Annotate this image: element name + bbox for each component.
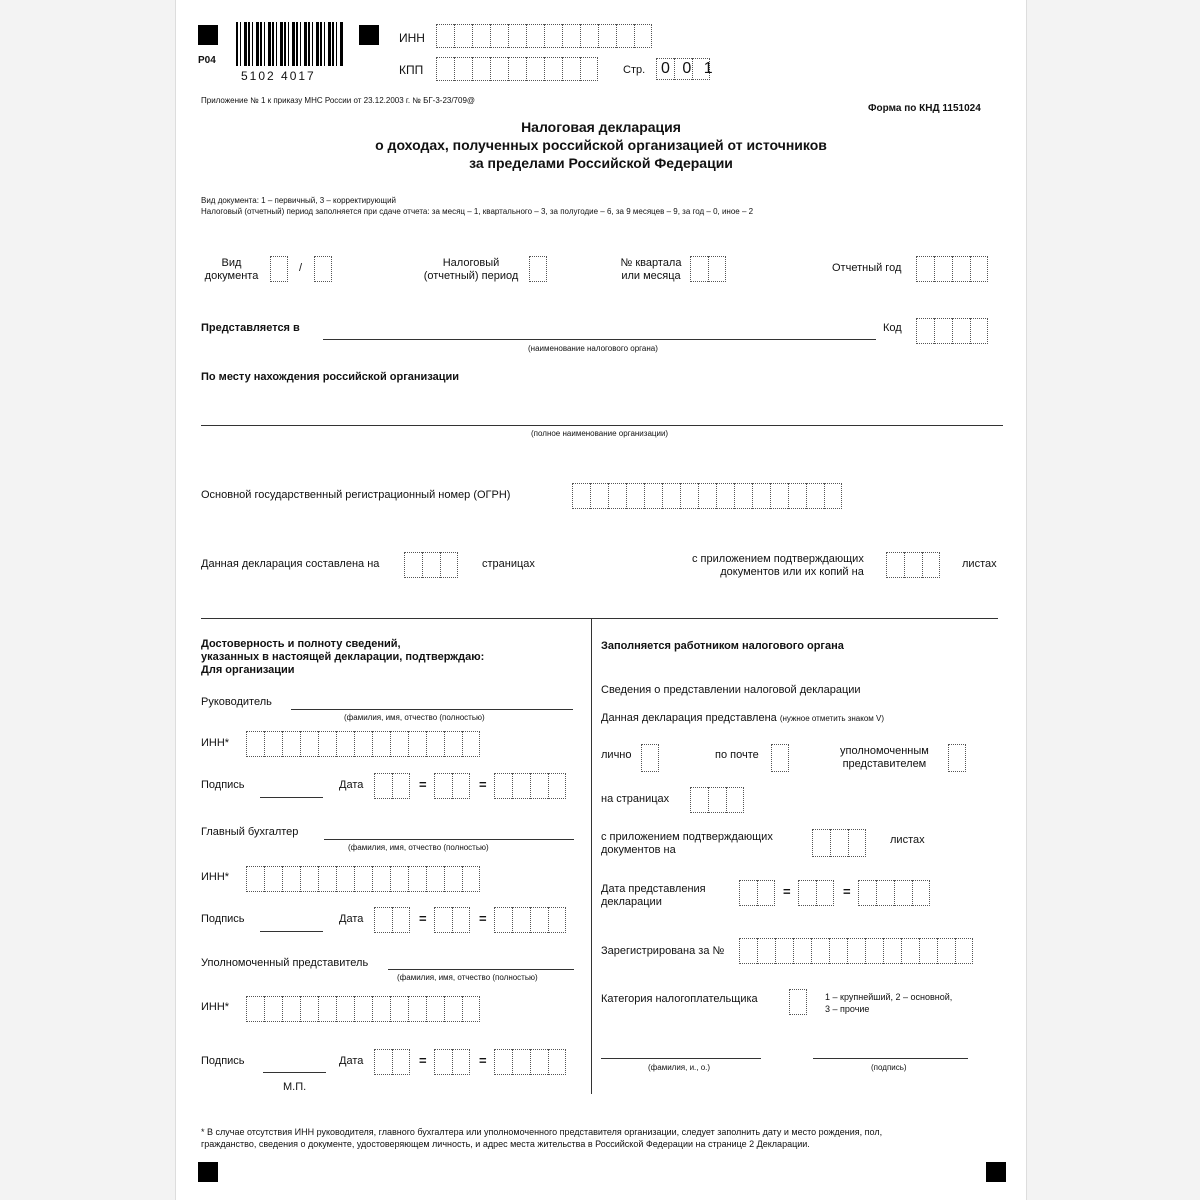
chief-accountant-fio-caption: (фамилия, имя, отчество (полностью)	[348, 843, 489, 852]
head-signature-line[interactable]	[260, 797, 323, 798]
organization-name-caption: (полное наименование организации)	[531, 429, 669, 438]
by-mail-checkbox[interactable]	[771, 744, 789, 772]
submission-date-year-cells[interactable]	[858, 880, 930, 906]
kpp-cells[interactable]	[436, 57, 598, 81]
chief-accountant-inn-label: ИНН*	[201, 871, 230, 883]
appendix-sheets-word: листах	[890, 834, 925, 846]
form-page: Р04 5102 4017 ИНН КПП Стр. 0 0 1 Приложение № 1 к приказу МНС России от 23.12.2003 г. № БГ-3-23/709@ Форма по КНД 1151024 Налоговая декларация о доходах, полученных российской организацией от источников за пределами Российской Федерации Вид документа: 1 – первичный, 3 – корректирующий Налоговый (отчетный) период заполняется при сдаче отчета: за месяц – 1, квартального – 3, за полугодие – 6, за 9 месяцев – 9, за год – 0, иное – 2 Вид документа / Налоговый (отчетный) период № квартала или месяца Отчетный год Представляется в (наименование налогового органа) Код По месту нахождения российской организации (полное наименование организации) Основной государственный регистрационный номер (ОГРН) Данная декларация составлена на страницах с приложением подтверждающих документов или их копий на листах Достоверность и полноту сведений, указанных в настоящей декларации, подтверждаю: Для организации Руководитель (фамилия, имя, отчество (полностью) ИНН* Подпись Дата = = Главный бухгалтер (фамилия, имя, отчество (полностью) ИНН* Подпись Дата = = Уполномоченный представитель (фамилия, имя, отчество (полностью) ИНН* Подпись Дата = = М.П. Заполняется работником налогового органа Сведения о представлении налоговой декларации Данная декларация представлена (нужное отметить знаком V) лично по почте уполномоченным представителем на страницах с приложением подтверждающих документов на листах Дата представления декларации = = Зарегистрирована за № Категория налогоплательщика 1 – крупнейший, 2 – основной, 3 – прочие (фамилия, и., о.) (подпись) * В случае отсутствия ИНН руководителя, главного бухгалтера или уполномоченного представителя организации, следует заполнить дату и место рождения, пол, гражданство, сведения о документе, удостоверяющем личность, и адрес места жительства в Российской Федерации на странице 2 Декларации.	[175, 0, 1027, 1200]
declaration-pages-cells[interactable]	[404, 552, 458, 578]
authorized-rep-inn-label: ИНН*	[201, 1001, 230, 1013]
page-number: 0 0 1	[661, 60, 717, 77]
tax-authority-caption: (наименование налогового органа)	[528, 344, 658, 353]
quarter-cells[interactable]	[690, 256, 726, 282]
appendix-sheets-label: с приложением подтверждающих документов или их копий на	[692, 553, 864, 578]
section-divider	[201, 618, 998, 619]
footnote: * В случае отсутствия ИНН руководителя, главного бухгалтера или уполномоченного представителя организации, следует заполнить дату и место рождения, пол, гражданство, сведения о документе, удостоверяющем личность, и адрес места жительства в Российской Федерации на странице 2 Декларации.	[201, 1127, 883, 1149]
chief-accountant-date-label: Дата	[339, 913, 364, 925]
sheets-word: листах	[962, 558, 997, 570]
submission-date-label: Дата представления декларации	[601, 883, 706, 908]
year-cells[interactable]	[916, 256, 988, 282]
period-note: Налоговый (отчетный) период заполняется при сдаче отчета: за месяц – 1, квартального – 3, за полугодие – 6, за 9 месяцев – 9, за год – 0, иное – 2	[201, 207, 754, 216]
document-title: Налоговая декларация о доходах, полученных российской организацией от источников за пределами Российской Федерации	[375, 119, 827, 171]
officer-signature-caption: (подпись)	[871, 1063, 907, 1072]
taxpayer-category-note: 1 – крупнейший, 2 – основной, 3 – прочие	[825, 992, 953, 1014]
submitted-method-label: Данная декларация представлена (нужное отметить знаком V)	[601, 712, 885, 724]
registered-number-label: Зарегистрирована за №	[601, 945, 725, 957]
authorized-rep-date-label: Дата	[339, 1055, 364, 1067]
by-mail-label: по почте	[715, 749, 759, 761]
barcode-number: 5102 4017	[241, 69, 316, 83]
tax-authority-code-cells[interactable]	[916, 318, 988, 344]
slash-separator: /	[299, 262, 303, 274]
on-pages-cells[interactable]	[690, 787, 744, 813]
submission-date-day-cells[interactable]	[739, 880, 775, 906]
appendix-sheets-cells[interactable]	[886, 552, 940, 578]
taxpayer-category-label: Категория налогоплательщика	[601, 993, 758, 1005]
head-inn-cells[interactable]	[246, 731, 480, 757]
authorized-rep-inn-cells[interactable]	[246, 996, 480, 1022]
correction-number-cells[interactable]	[314, 256, 332, 282]
period-cells[interactable]	[529, 256, 547, 282]
authorized-rep-date-day-cells[interactable]	[374, 1049, 410, 1075]
chief-accountant-label: Главный бухгалтер	[201, 826, 299, 838]
declaration-pages-label: Данная декларация составлена на	[201, 558, 380, 570]
ogrn-cells[interactable]	[572, 483, 842, 509]
head-date-month-cells[interactable]	[434, 773, 470, 799]
form-knd-code: Форма по КНД 1151024	[868, 103, 981, 114]
authorized-rep-label: Уполномоченный представитель	[201, 957, 369, 969]
doc-type-note: Вид документа: 1 – первичный, 3 – корректирующий	[201, 196, 397, 205]
stamp-place-label: М.П.	[283, 1081, 307, 1093]
kpp-label: КПП	[399, 63, 424, 77]
chief-accountant-date-month-cells[interactable]	[434, 907, 470, 933]
year-label: Отчетный год	[832, 262, 902, 274]
submission-date-month-cells[interactable]	[798, 880, 834, 906]
authorized-rep-date-month-cells[interactable]	[434, 1049, 470, 1075]
authorized-rep-signature-label: Подпись	[201, 1055, 245, 1067]
personally-label: лично	[601, 749, 632, 761]
authorized-rep-signature-line[interactable]	[263, 1072, 326, 1073]
column-divider	[591, 618, 592, 1094]
confirmation-heading: Достоверность и полноту сведений, указанных в настоящей декларации, подтверждаю: Для организации	[201, 638, 485, 676]
authorized-rep-date-year-cells[interactable]	[494, 1049, 566, 1075]
tax-officer-heading: Заполняется работником налогового органа	[601, 640, 844, 652]
barcode-image	[236, 22, 344, 66]
chief-accountant-fio-line[interactable]	[324, 839, 574, 840]
ogrn-label: Основной государственный регистрационный номер (ОГРН)	[201, 489, 511, 501]
submission-info-label: Сведения о представлении налоговой декларации	[601, 684, 861, 696]
chief-accountant-inn-cells[interactable]	[246, 866, 480, 892]
authorized-rep-fio-line[interactable]	[388, 969, 574, 970]
registered-number-cells[interactable]	[739, 938, 973, 964]
chief-accountant-signature-label: Подпись	[201, 913, 245, 925]
chief-accountant-date-day-cells[interactable]	[374, 907, 410, 933]
inn-cells[interactable]	[436, 24, 652, 48]
organization-name-line[interactable]	[201, 425, 1003, 426]
on-pages-label: на страницах	[601, 793, 670, 805]
personally-checkbox[interactable]	[641, 744, 659, 772]
officer-signature-line[interactable]	[813, 1058, 968, 1059]
registration-marker-bottom-left	[198, 1162, 218, 1182]
head-fio-line[interactable]	[291, 709, 573, 710]
registration-marker-top-left	[198, 25, 218, 45]
authorized-rep-fio-caption: (фамилия, имя, отчество (полностью)	[397, 973, 538, 982]
inn-label: ИНН	[399, 31, 425, 45]
tax-authority-line[interactable]	[323, 339, 876, 340]
chief-accountant-date-year-cells[interactable]	[494, 907, 566, 933]
chief-accountant-signature-line[interactable]	[260, 931, 323, 932]
head-date-year-cells[interactable]	[494, 773, 566, 799]
page-label: Стр.	[623, 64, 646, 76]
appendix-docs-label: с приложением подтверждающих документов на	[601, 831, 773, 856]
registration-marker-top-mid	[359, 25, 379, 45]
appendix-note: Приложение № 1 к приказу МНС России от 23.12.2003 г. № БГ-3-23/709@	[201, 96, 476, 105]
head-date-label: Дата	[339, 779, 364, 791]
head-date-day-cells[interactable]	[374, 773, 410, 799]
authorized-rep-method-label: уполномоченным представителем	[840, 745, 929, 770]
pages-word: страницах	[482, 558, 535, 570]
form-code-small: Р04	[198, 55, 216, 66]
head-label: Руководитель	[201, 696, 272, 708]
doc-type-cells[interactable]	[270, 256, 288, 282]
head-signature-label: Подпись	[201, 779, 245, 791]
taxpayer-category-cells[interactable]	[789, 989, 807, 1015]
authorized-rep-checkbox[interactable]	[948, 744, 966, 772]
quarter-label: № квартала или месяца	[620, 257, 682, 282]
registration-marker-bottom-right	[986, 1162, 1006, 1182]
code-label: Код	[883, 322, 902, 334]
location-label: По месту нахождения российской организации	[201, 371, 460, 383]
period-label: Налоговый (отчетный) период	[423, 257, 519, 282]
head-fio-caption: (фамилия, имя, отчество (полностью)	[344, 713, 485, 722]
head-inn-label: ИНН*	[201, 737, 230, 749]
officer-fio-line[interactable]	[601, 1058, 761, 1059]
officer-fio-caption: (фамилия, и., о.)	[648, 1063, 711, 1072]
appendix-docs-cells[interactable]	[812, 829, 866, 857]
submitted-to-label: Представляется в	[201, 322, 300, 334]
doc-type-label: Вид документа	[204, 257, 259, 282]
